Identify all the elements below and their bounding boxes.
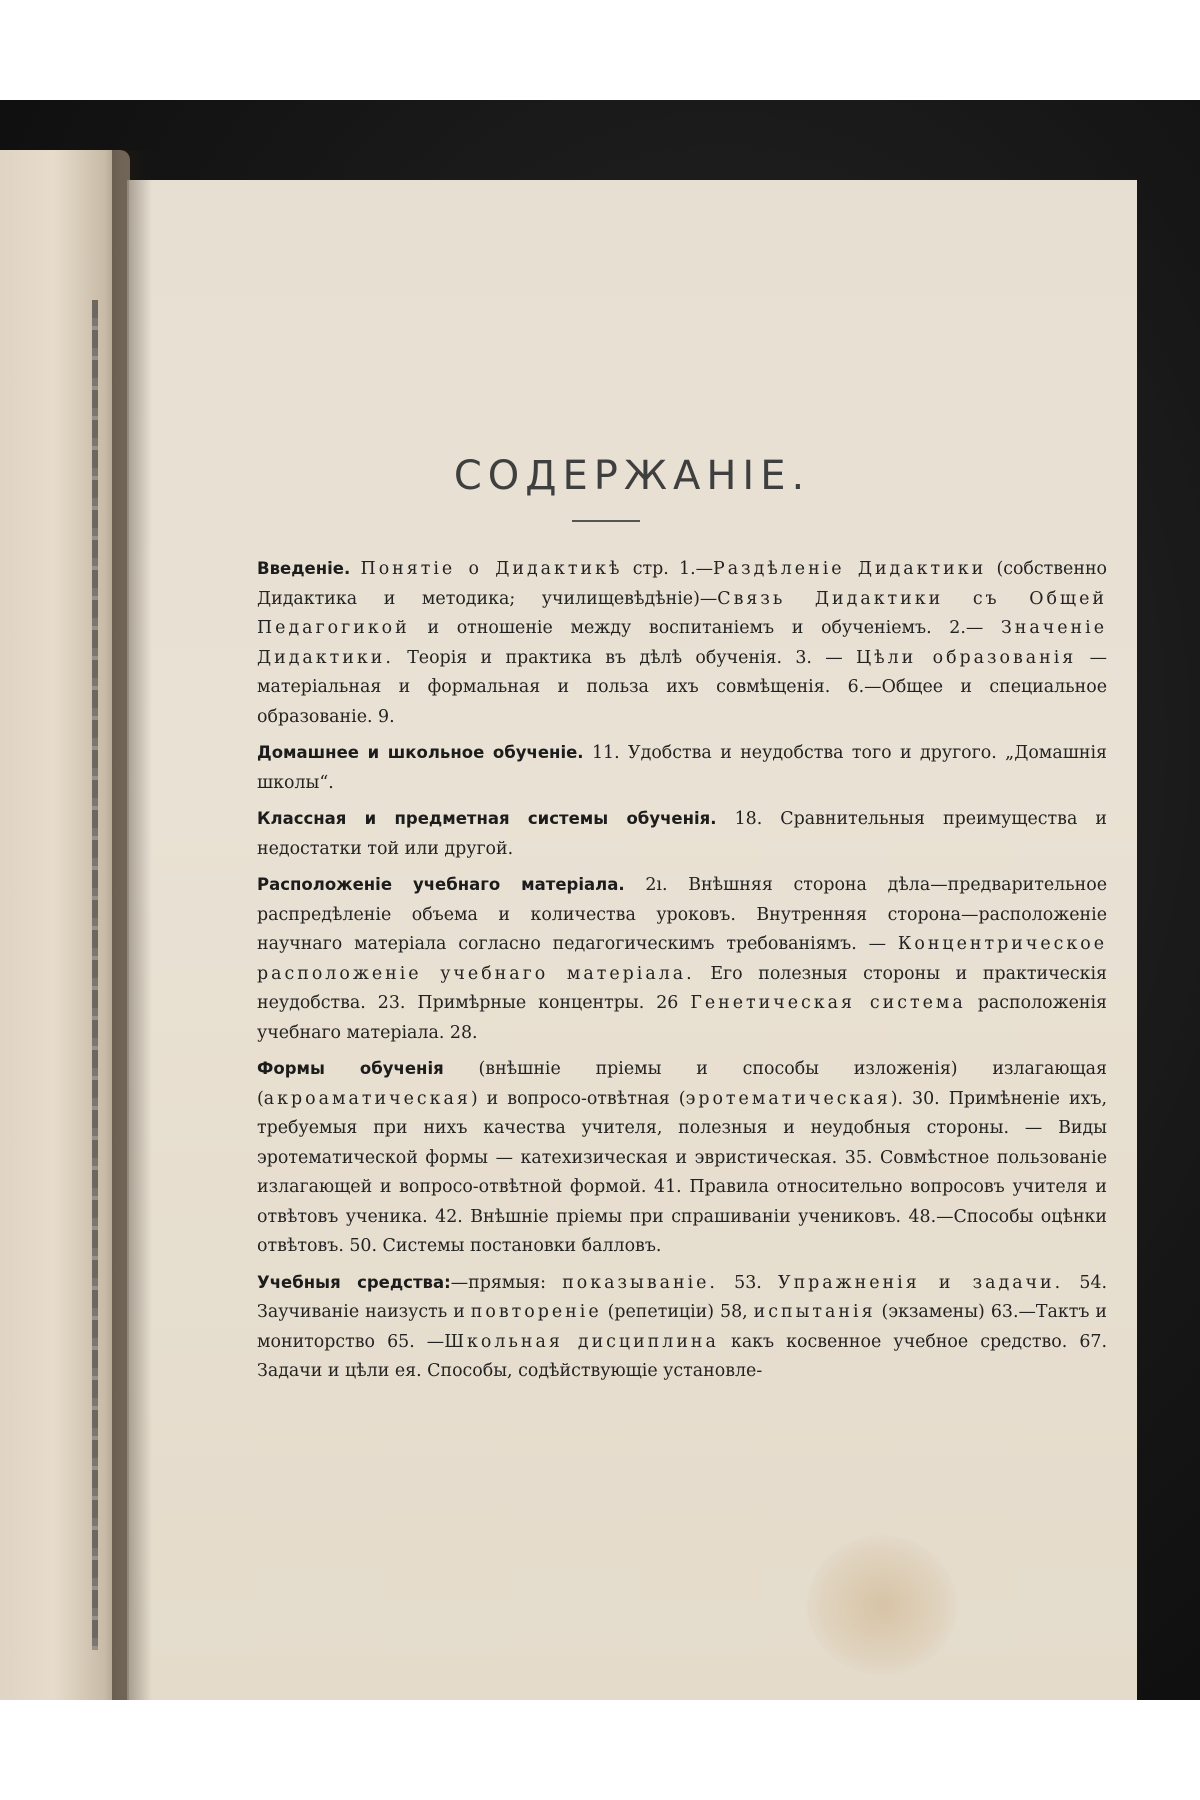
toc-entry-spaced-text: Цѣли образованiя bbox=[855, 647, 1077, 668]
gutter-shadow bbox=[112, 150, 152, 1700]
toc-entry-text: 11. Удобства и неудобства того и другого. „Домашнiя школы“. bbox=[257, 743, 1107, 793]
toc-entry-text: —прямыя: bbox=[450, 1272, 563, 1293]
toc-entry-spaced-text: показыванiе. bbox=[562, 1272, 718, 1293]
toc-entry-spaced-text: Генетическая система bbox=[690, 993, 966, 1013]
photo-background bbox=[0, 100, 1200, 1700]
toc-entry-text: (экзамены) 63.—Тактъ и мониторство 65. — bbox=[257, 1302, 1107, 1352]
toc-entry-spaced-text: Понятiе о Дидактикѣ bbox=[360, 559, 623, 579]
toc-entry-text: расположенiя учебнаго матерiала. 28. bbox=[257, 993, 1107, 1043]
table-of-contents bbox=[257, 554, 1107, 1393]
toc-entry-text: 2ı. Внѣшняя сторона дѣла—предварительное распредѣленiе объема и количества уроковъ. Внутренняя сторона—расположенiе научнаго матерiала согласно педагогическимъ требованiямъ. — bbox=[257, 875, 1107, 954]
toc-entry-text: стр. 1.— bbox=[622, 559, 714, 579]
toc-entry-spaced-text: акроаматическая bbox=[263, 1088, 471, 1109]
toc-entry bbox=[257, 738, 1107, 798]
book-page bbox=[127, 180, 1137, 1700]
toc-entry-text: ) и вопросо-отвѣтная ( bbox=[470, 1088, 686, 1109]
toc-entry-spaced-text: Значенiе Дидактики. bbox=[257, 618, 1107, 668]
toc-entry bbox=[257, 870, 1107, 1048]
toc-entry-text: Теорiя и практика въ дѣлѣ обученiя. 3. — bbox=[393, 647, 856, 668]
toc-entry-text: 18. Сравнительныя преимущества и недостатки той или другой. bbox=[257, 809, 1107, 859]
left-page-edge bbox=[0, 150, 130, 1700]
toc-entry-heading: Формы обученiя bbox=[257, 1059, 444, 1078]
toc-entry-text: ). 30. Примѣненiе ихъ, требуемыя при нихъ качества учителя, полезныя и неудобныя стороны. — Виды эротематической формы — катехизическая и эвристическая. 35. Совмѣстное пользованiе излагающей и вопросо-отвѣтной формой. 41. Правила относительно вопросовъ учителя и отвѣтовъ ученика. 42. Внѣшнiе прiемы при спрашиванiи учениковъ. 48.—Способы оцѣнки отвѣтовъ. 50. Системы постановки балловъ. bbox=[257, 1088, 1107, 1256]
toc-entry-text: (собственно Дидактика и методика; училищевѣдѣнiе)— bbox=[257, 559, 1108, 609]
toc-entry-spaced-text: эротематическая bbox=[685, 1088, 891, 1109]
toc-entry-spaced-text: Раздѣленiе Дидактики bbox=[713, 559, 987, 579]
toc-entry-text: Его полезныя стороны и практическiя неудобства. 23. Примѣрные концентры. 26 bbox=[257, 963, 1107, 1013]
toc-entry-heading: Домашнее и школьное обученiе. bbox=[257, 743, 584, 762]
toc-entry-spaced-text: Упражненiя и задачи. bbox=[778, 1272, 1064, 1293]
toc-entry-heading: Введенiе. bbox=[257, 559, 351, 578]
toc-entry-spaced-text: Связь Дидактики съ Общей Педагогикой bbox=[257, 588, 1107, 638]
toc-entry-heading: Учебныя средства: bbox=[257, 1272, 451, 1292]
toc-entry-spaced-text: повторенiе bbox=[470, 1302, 602, 1322]
page-title: СОДЕРЖАНIЕ. bbox=[453, 453, 811, 499]
toc-entry bbox=[257, 554, 1107, 732]
toc-entry-text: (репетицiи) 58, bbox=[601, 1302, 754, 1322]
toc-entry-spaced-text: испытанiя bbox=[753, 1302, 876, 1322]
toc-entry-spaced-text: Концентрическое расположенiе учебнаго матерiала. bbox=[257, 934, 1107, 984]
toc-entry-text: — матерiальная и формальная и польза ихъ совмѣщенiя. 6.—Общее и специальное образованiе. 9. bbox=[257, 647, 1107, 727]
toc-entry bbox=[257, 1268, 1107, 1387]
toc-entry-text bbox=[350, 559, 360, 579]
toc-entry-text: 53. bbox=[717, 1272, 778, 1293]
title-rule bbox=[572, 520, 640, 522]
toc-entry-text: 54. Заучиванiе наизусть и bbox=[257, 1272, 1108, 1322]
toc-entry-text: (внѣшнiе прiемы и способы изложенiя) излагающая ( bbox=[257, 1059, 1108, 1109]
toc-entry-heading: Классная и предметная системы обученiя. bbox=[257, 809, 717, 828]
toc-entry bbox=[257, 1054, 1107, 1262]
toc-entry-text: какъ косвенное учебное средство. 67. Задачи и цѣли ея. Способы, содѣйствующiе установле- bbox=[257, 1331, 1107, 1381]
page-stain bbox=[807, 1535, 957, 1675]
toc-entry bbox=[257, 804, 1107, 864]
binding-stitching bbox=[92, 300, 98, 1650]
toc-entry-spaced-text: Школьная дисциплина bbox=[444, 1331, 719, 1352]
toc-entry-text: и отношенiе между воспитанiемъ и обученiемъ. 2.— bbox=[409, 618, 1001, 638]
toc-entry-heading: Расположенiе учебнаго матерiала. bbox=[257, 875, 625, 894]
